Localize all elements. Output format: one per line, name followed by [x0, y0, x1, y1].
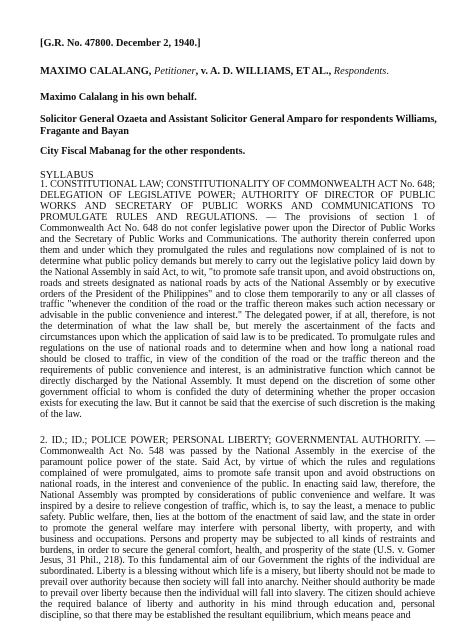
syllabus-paragraph-1: 1. CONSTITUTIONAL LAW; CONSTITUTIONALITY OF COMMONWEALTH ACT No. 648; DELEGATION OF LEGISLATIVE POWER; AUTHORITY OF DIRECTOR OF PUBLIC WORKS AND SECRETARY OF PUBLIC WORKS AND COMMUNICATIONS TO PROMULGATE RULES AND REGULATIONS. — The provisions of section 1 of Commonwealth Act No. 648 do not confer legislative power upon the Director of Public Works and the Secretary of Public Works and Communications. The authority therein conferred upon them and under which they promulgated the rules and regulations now complained of is not to determine what public policy demands but merely to carry out the legislative policy laid down by the National Assembly in said Act, to wit, "to promote safe transit upon, and avoid obstructions on, roads and streets designated as national roads by acts of the National Assembly or by executive orders of the President of the Philippines" and to close them temporarily to any or all classes of traffic "whenever the condition of the road or the traffic thereon makes such action necessary or advisable in the public convenience and interest." The delegated power, if at all, therefore, is not the determination of what the law shall be, but merely the ascertainment of the facts and circumstances upon which the application of said law is to be predicated. To promulgate rules and regulations on the use of national roads and to determine when and how long a national road should be closed to traffic, in view of the condition of the road or the traffic thereon and the requirements of public convenience and interest, is an administrative function which cannot be directly discharged by the National Assembly. It must depend on the discretion of some other government official to whom is confided the duty of determining whether the proper occasion exists for executing the law. But it cannot be said that the exercise of such discretion is the making of the law. — [40, 179, 435, 421]
case-title: [G.R. No. 47800. December 2, 1940.] — [40, 38, 201, 49]
syllabus-heading: SYLLABUS — [40, 170, 94, 181]
petitioner-role: Petitioner — [154, 66, 196, 77]
counsel-petitioner: Maximo Calalang in his own behalf. — [40, 92, 197, 103]
counsel-respondents: Solicitor General Ozaeta and Assistant Solicitor General Amparo for respondents Williams, Fragante and Bayan — [40, 114, 437, 137]
petitioner-name: MAXIMO CALALANG, — [40, 66, 152, 77]
syllabus-paragraph-2: 2. ID.; ID.; POLICE POWER; PERSONAL LIBERTY; GOVERNMENTAL AUTHORITY. — Commonwealth Act No. 548 was passed by the National Assembly in the exercise of the paramount police power of the state. Said Act, by virtue of which the rules and regulations complained of were promulgated, aims to promote safe transit upon and avoid obstructions on national roads, in the interest and convenience of the public. In enacting said law, therefore, the National Assembly was prompted by considerations of public convenience and welfare. It was inspired by a desire to relieve congestion of traffic, which is, to say the least, a menace to public safety. Public welfare, then, lies at the bottom of the enactment of said law, and the state in order to promote the general welfare may interfere with personal liberty, with property, and with business and occupations. Persons and property may be subjected to all kinds of restraints and burdens, in order to secure the general comfort, health, and prosperity of the state (U.S. v. Gomer Jesus, 31 Phil., 218). To this fundamental aim of our Government the rights of the individual are subordinated. Liberty is a blessing without which life is a misery, but liberty should not be made to prevail over authority because then society will fall into anarchy. Neither should authority be made to prevail over liberty because then the individual will fall into slavery. The citizen should achieve the required balance of liberty and authority in his mind through education and, personal discipline, so that there may be established the resultant equilibrium, which means peace and — [40, 435, 435, 622]
case-parties — [40, 66, 389, 78]
parties-end: . — [386, 66, 389, 77]
versus-respondents: , v. A. D. WILLIAMS, ET AL., — [195, 66, 332, 77]
respondent-role: Respondents — [333, 66, 387, 77]
counsel-other: City Fiscal Mabanag for the other respondents. — [40, 146, 246, 157]
